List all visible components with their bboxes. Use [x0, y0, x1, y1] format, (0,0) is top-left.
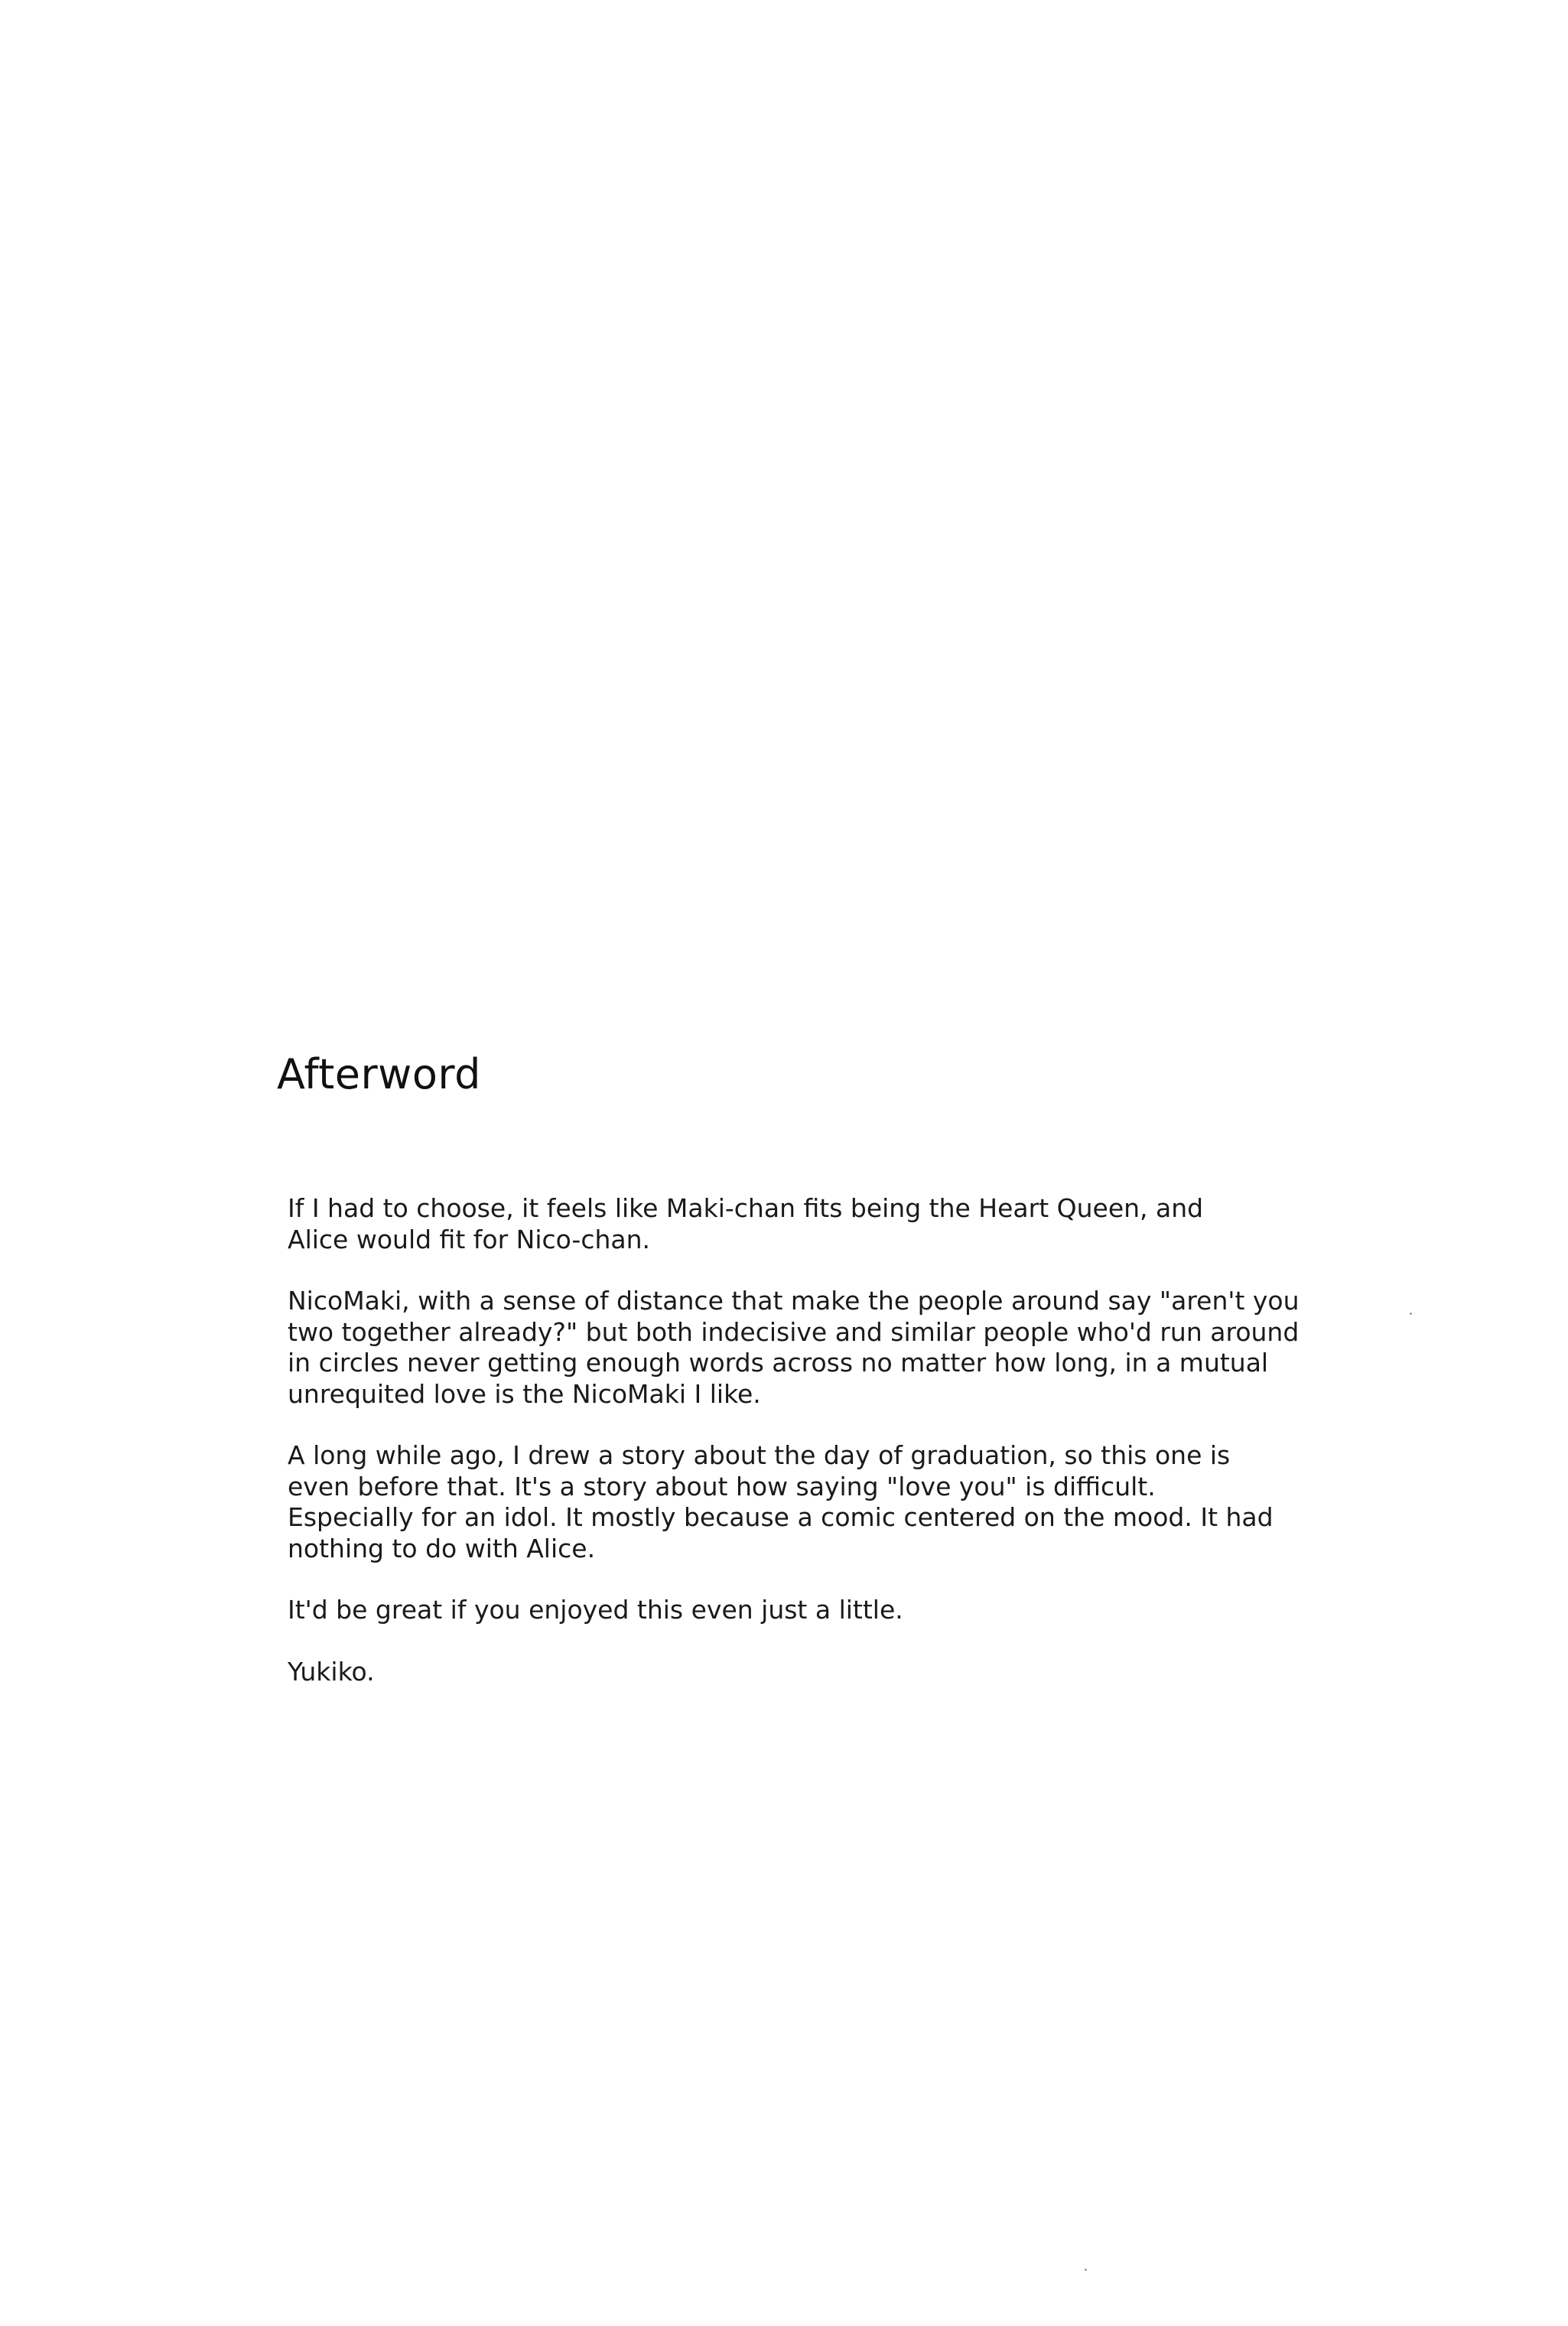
scan-speck: [1085, 2269, 1087, 2271]
paragraph-3: A long while ago, I drew a story about the day of graduation, so this one is even before that. It's a story about how saying "love you" is difficult. Especially for an idol. It mostly because a comic centered on the mood. It had nothing to do with Alice.: [288, 1440, 1274, 1563]
afterword-body: [288, 1193, 1389, 1687]
paragraph-2: NicoMaki, with a sense of distance that make the people around say "aren't you two together already?" but both indecisive and similar people who'd run around in circles never getting enough words across no matter how long, in a mutual unrequited love is the NicoMaki I like.: [288, 1286, 1300, 1409]
paragraph-1: If I had to choose, it feels like Maki-chan fits being the Heart Queen, and Alice would fit for Nico-chan.: [288, 1193, 1204, 1254]
signature: Yukiko.: [288, 1656, 375, 1687]
scan-speck: [1410, 1313, 1412, 1315]
paragraph-4: It'd be great if you enjoyed this even just a little.: [288, 1595, 903, 1625]
page-title: Afterword: [277, 1050, 481, 1098]
